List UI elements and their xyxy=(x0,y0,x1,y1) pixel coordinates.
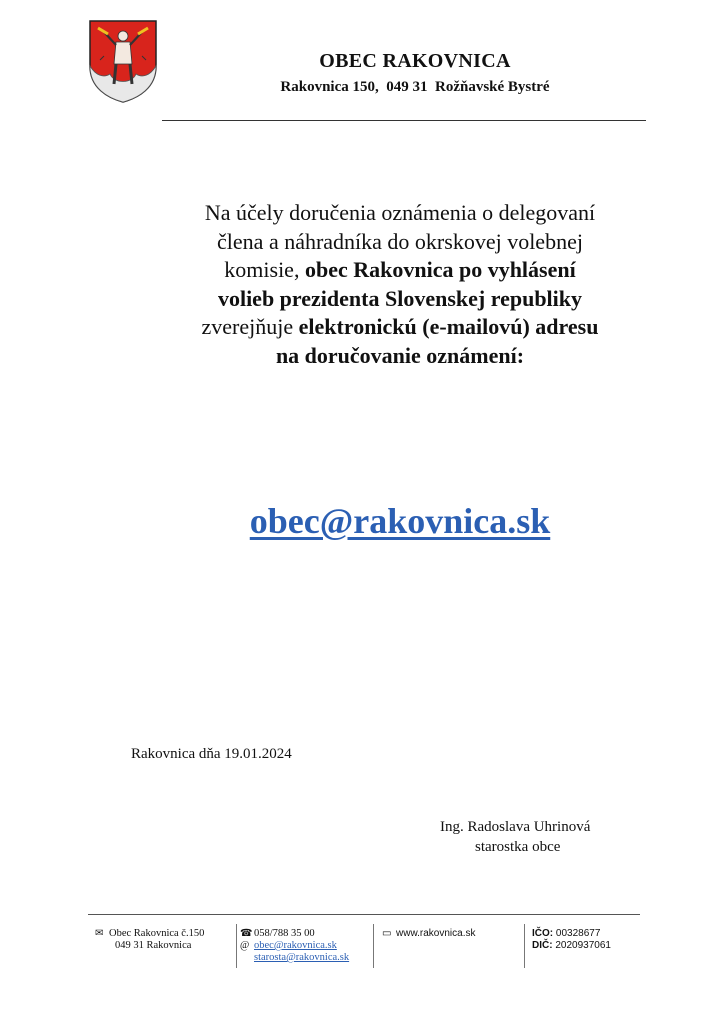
footer-address-line2: 049 31 Rakovnica xyxy=(115,940,192,951)
text-line-bold: volieb prezidenta Slovenskej republiky xyxy=(217,285,583,311)
footer-separator xyxy=(524,924,525,968)
footer-phone: 058/788 35 00 xyxy=(254,928,315,939)
signature-block xyxy=(440,817,590,857)
text-line: zverejňuje xyxy=(201,314,299,339)
dic-value: 2020937061 xyxy=(555,940,611,951)
footer-web xyxy=(382,928,517,968)
footer-web-link[interactable]: www.rakovnica.sk xyxy=(396,928,476,939)
dic-label: DIČ: xyxy=(532,940,553,951)
header-divider xyxy=(162,120,646,121)
footer-address-line1: Obec Rakovnica č.150 xyxy=(109,928,205,939)
email-link[interactable]: obec@rakovnica.sk xyxy=(249,501,551,541)
computer-icon: ▭ xyxy=(382,928,392,939)
date-line: Rakovnica dňa 19.01.2024 xyxy=(131,746,292,762)
ico-value: 00328677 xyxy=(555,928,601,939)
footer-address xyxy=(95,928,233,968)
signer-role: starostka obce xyxy=(475,839,561,855)
announcement-text xyxy=(110,199,690,370)
text-line-bold: na doručovanie oznámení: xyxy=(275,342,525,368)
text-line: Na účely doručenia oznámenia o delegovaní xyxy=(204,200,596,225)
coat-of-arms-icon xyxy=(86,18,160,104)
footer-ids xyxy=(532,928,642,968)
ico-label: IČO: xyxy=(532,928,554,939)
at-icon: @ xyxy=(240,940,250,951)
phone-icon: ☎ xyxy=(240,928,253,939)
header-address: Rakovnica 150, 049 31 Rožňavské Bystré xyxy=(280,79,550,95)
footer-email-link[interactable]: obec@rakovnica.sk xyxy=(254,940,337,951)
footer-divider xyxy=(88,914,640,915)
text-line: člena a náhradníka do okrskovej volebnej xyxy=(217,228,583,254)
footer-separator xyxy=(236,924,237,968)
footer-separator xyxy=(373,924,374,968)
footer-mayor-email-link[interactable]: starosta@rakovnica.sk xyxy=(254,952,350,963)
page-title: OBEC RAKOVNICA xyxy=(319,50,511,72)
footer-contact xyxy=(240,928,370,968)
text-line-bold: elektronickú (e-mailovú) adresu xyxy=(298,314,599,339)
signer-name: Ing. Radoslava Uhrinová xyxy=(440,819,591,835)
text-line: komisie, xyxy=(224,257,305,282)
text-line-bold: obec Rakovnica po vyhlásení xyxy=(304,257,576,282)
envelope-icon: ✉ xyxy=(95,928,104,939)
